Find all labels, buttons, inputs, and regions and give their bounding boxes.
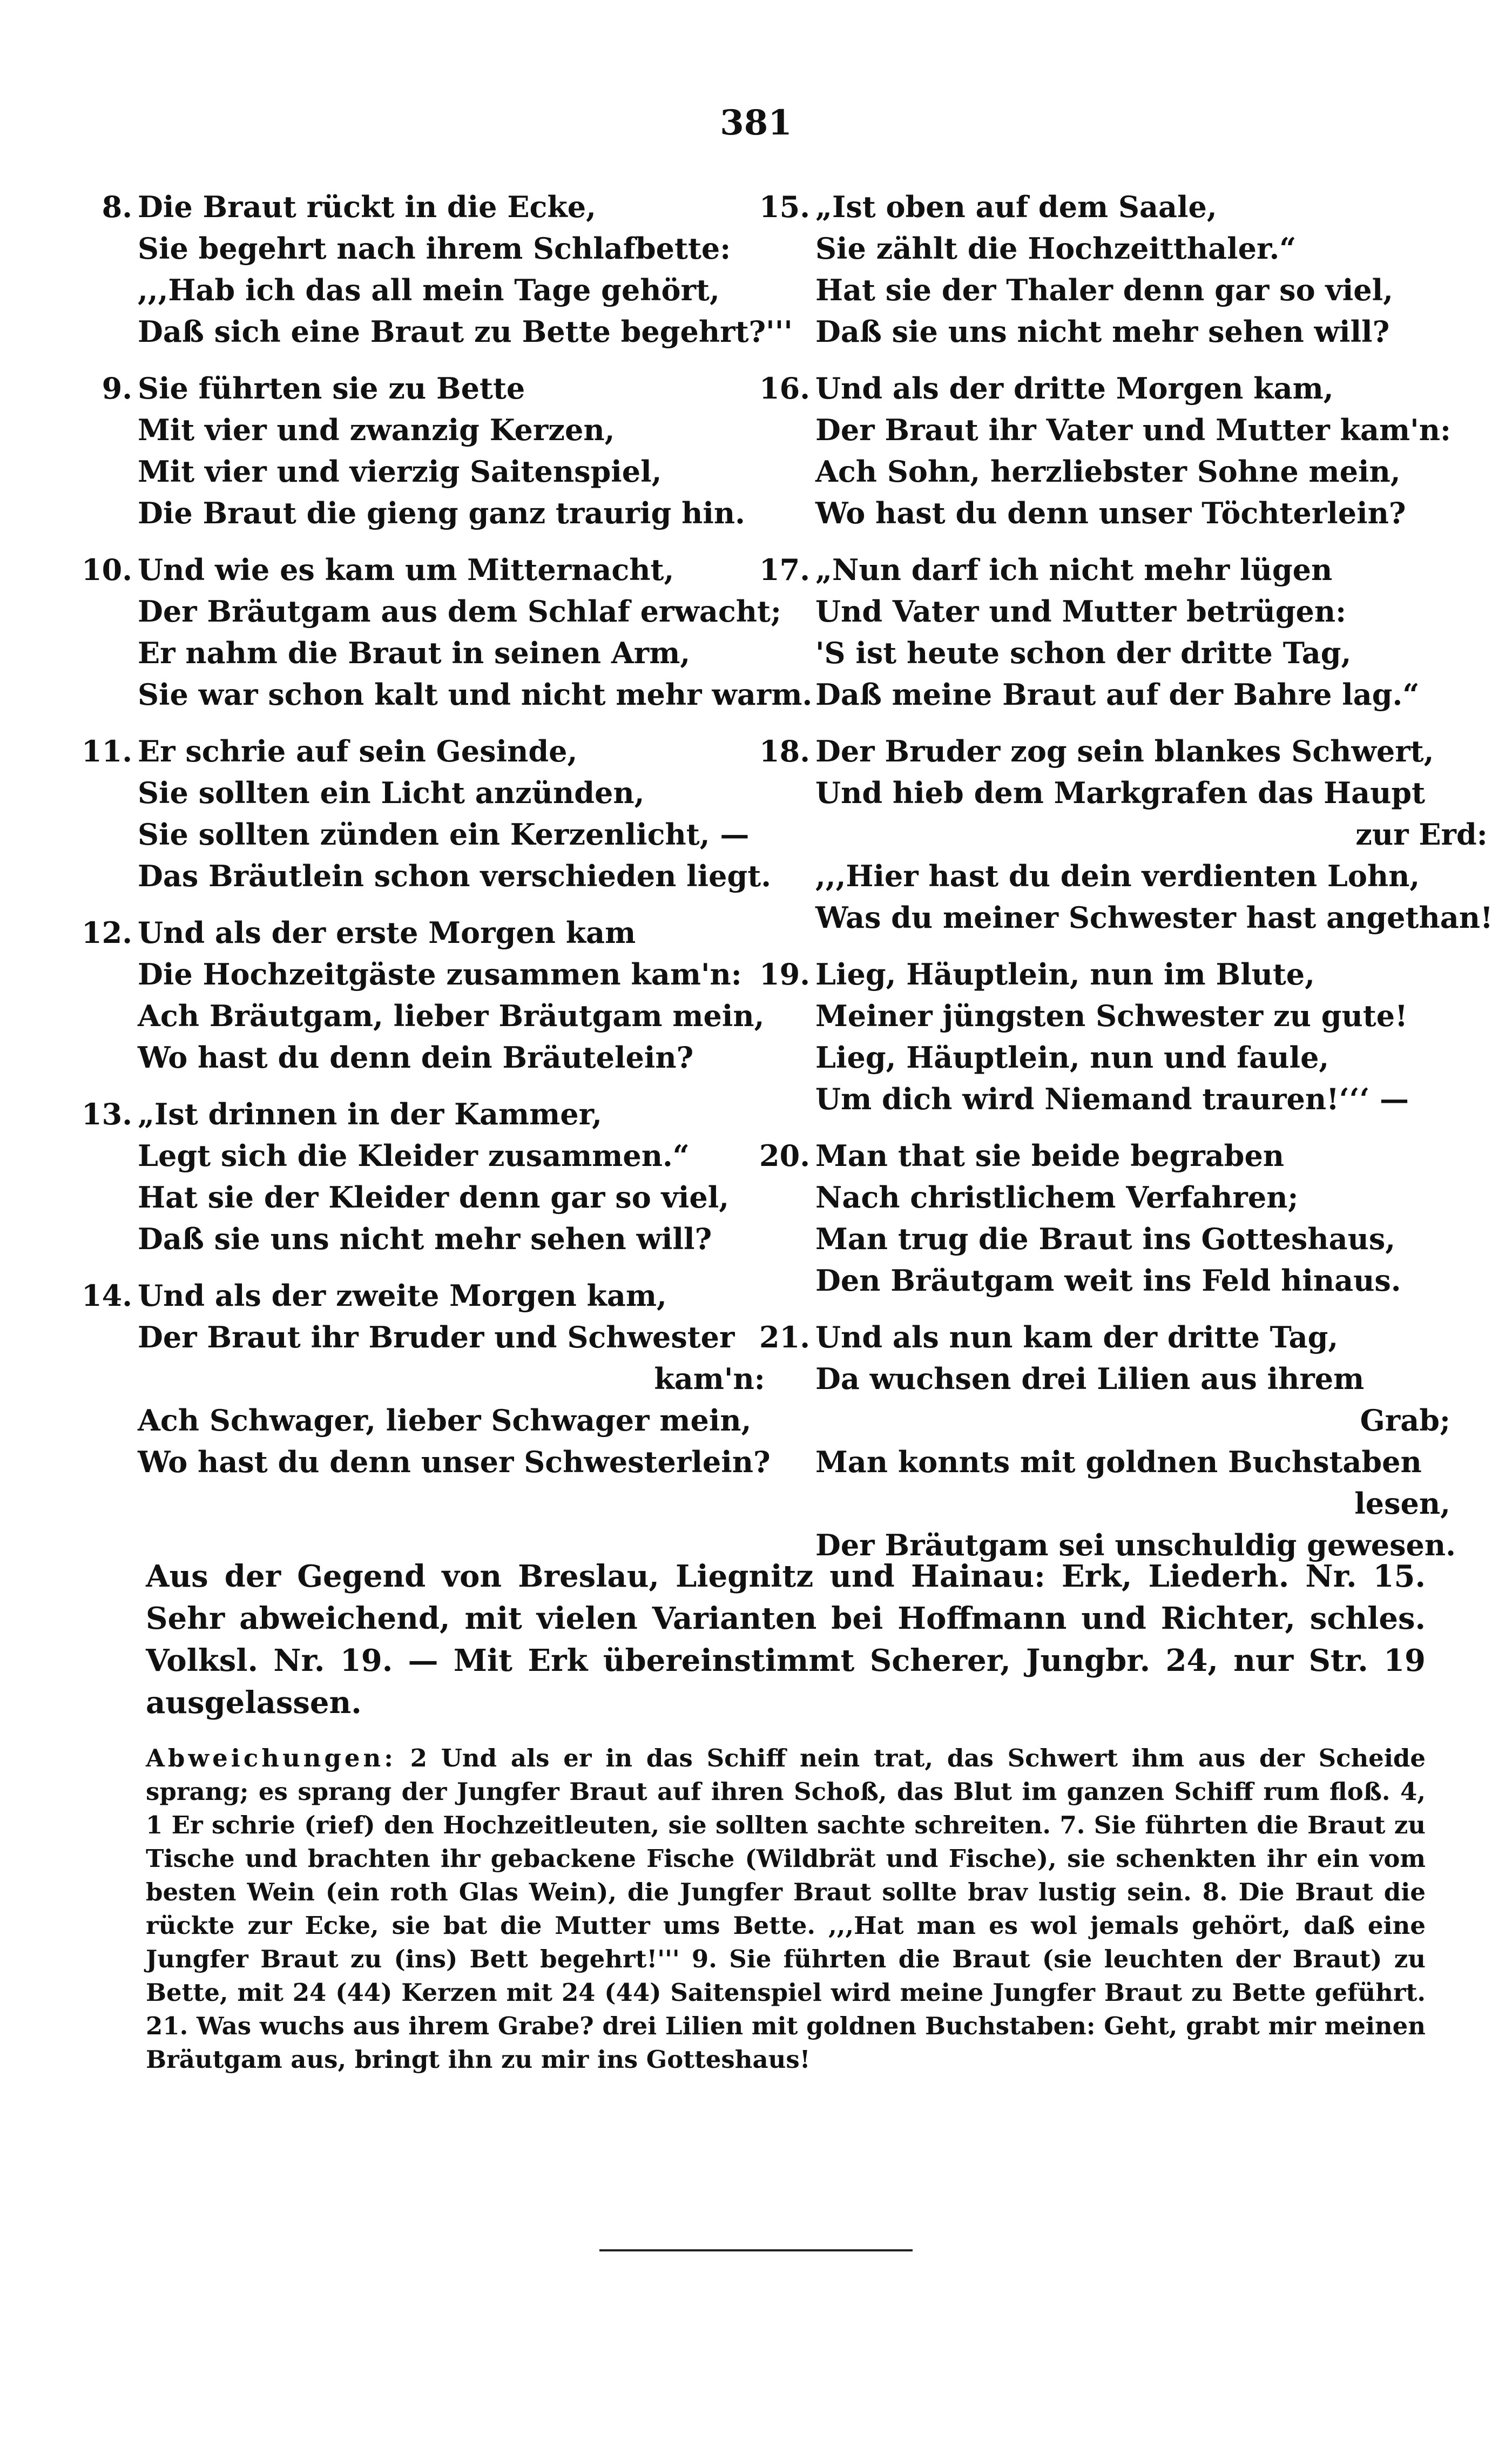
verse-line: Und als der erste Morgen kam <box>138 915 636 950</box>
stanza-number: 21. <box>759 1320 810 1354</box>
verse-line: lesen, <box>1354 1486 1450 1521</box>
verse-line: Hat sie der Thaler denn gar so viel, <box>815 273 1393 307</box>
verse-line: Man that sie beide begraben <box>815 1138 1285 1173</box>
verse-line: Ach Bräutgam, lieber Bräutgam mein, <box>138 999 765 1033</box>
stanza <box>759 368 1451 534</box>
stanza-number: 14. <box>82 1278 132 1313</box>
verse-line: Der Bräutgam aus dem Schlaf erwacht; <box>138 594 781 629</box>
verse-line: Daß sie uns nicht mehr sehen will? <box>138 1222 712 1256</box>
stanza-lines <box>815 186 1439 353</box>
verse-line: Wo hast du denn unser Schwesterlein? <box>138 1445 771 1479</box>
verse-line: kam'n: <box>654 1361 765 1396</box>
verse-line: Sie sollten zünden ein Kerzenlicht, — <box>138 817 750 852</box>
verse-line: „Ist drinnen in der Kammer, <box>138 1097 602 1131</box>
verse-line: Um dich wird Niemand trauren!‘‘‘ — <box>815 1082 1409 1116</box>
verse-line: Legt sich die Kleider zusammen.“ <box>138 1138 690 1173</box>
stanza-number: 9. <box>102 371 132 406</box>
verse-line: Meiner jüngsten Schwester zu gute! <box>815 999 1408 1033</box>
stanza-number: 15. <box>759 190 810 224</box>
variants-label: Abweichungen: <box>146 1744 396 1772</box>
stanza <box>759 186 1439 353</box>
verse-line: zur Erd: <box>1355 817 1488 852</box>
verse-line: Und als der zweite Morgen kam, <box>138 1278 667 1313</box>
end-rule <box>599 2249 913 2251</box>
stanza-number: 17. <box>759 552 810 587</box>
verse-line: Sie sollten ein Licht anzünden, <box>138 775 645 810</box>
verse-line: „Ist oben auf dem Saale, <box>815 190 1217 224</box>
verse-line: Und als der dritte Morgen kam, <box>815 371 1334 406</box>
verse-line: Und als nun kam der dritte Tag, <box>815 1320 1339 1354</box>
verse-line: Da wuchsen drei Lilien aus ihrem <box>815 1361 1365 1396</box>
stanza <box>759 731 1493 939</box>
stanza-lines <box>138 186 793 353</box>
stanza-number: 20. <box>759 1138 810 1173</box>
verse-line: Und hieb dem Markgrafen das Haupt <box>815 775 1426 810</box>
verse-line: Sie begehrt nach ihrem Schlafbette: <box>138 231 731 266</box>
verse-line: Man konnts mit goldnen Buchstaben <box>815 1445 1422 1479</box>
verse-line: Nach christlichem Verfahren; <box>815 1180 1299 1215</box>
verse-line: Lieg, Häuptlein, nun im Blute, <box>815 957 1315 992</box>
stanza-lines <box>138 549 812 716</box>
variants-note <box>146 1742 1426 2076</box>
verse-line: Und wie es kam um Mitternacht, <box>138 552 674 587</box>
stanza <box>81 731 772 897</box>
stanza-number: 18. <box>759 734 810 768</box>
verse-line: „Nun darf ich nicht mehr lügen <box>815 552 1333 587</box>
stanza-lines <box>815 1317 1456 1566</box>
stanza <box>759 549 1439 716</box>
stanza <box>759 1317 1456 1566</box>
verse-line: Daß sich eine Braut zu Bette begehrt?''' <box>138 314 793 349</box>
verse-line: Wo hast du denn unser Töchterlein? <box>815 496 1406 530</box>
verse-line: Er nahm die Braut in seinen Arm, <box>138 636 691 670</box>
verse-line: Der Bräutgam sei unschuldig gewesen. <box>815 1528 1456 1562</box>
verse-line: ,,,Hab ich das all mein Tage gehört, <box>138 273 720 307</box>
stanza-number: 19. <box>759 957 810 992</box>
stanza-number: 8. <box>102 190 132 224</box>
stanza-number: 12. <box>82 915 132 950</box>
verse-line: Wo hast du denn dein Bräutelein? <box>138 1040 694 1075</box>
verse-line: Ach Schwager, lieber Schwager mein, <box>138 1403 752 1438</box>
verse-line: Lieg, Häuptlein, nun und faule, <box>815 1040 1329 1075</box>
stanza-lines <box>138 1094 729 1260</box>
verse-line: Die Braut rückt in die Ecke, <box>138 190 596 224</box>
verse-line: Sie war schon kalt und nicht mehr warm. <box>138 677 813 712</box>
stanza-lines <box>138 731 771 897</box>
stanza-lines <box>815 549 1439 716</box>
verse-line: Daß sie uns nicht mehr sehen will? <box>815 314 1390 349</box>
verse-line: Das Bräutlein schon verschieden liegt. <box>138 859 772 893</box>
stanza <box>81 368 745 534</box>
verse-line: Ach Sohn, herzliebster Sohne mein, <box>815 454 1401 489</box>
verse-line: Und Vater und Mutter betrügen: <box>815 594 1347 629</box>
verse-line: Der Bruder zog sein blankes Schwert, <box>815 734 1434 768</box>
verse-line: Hat sie der Kleider denn gar so viel, <box>138 1180 730 1215</box>
right-column <box>759 186 1493 1581</box>
stanza <box>81 1094 729 1260</box>
stanza <box>81 912 765 1078</box>
stanza-number: 11. <box>82 734 132 768</box>
verse-line: ,,,Hier hast du dein verdienten Lohn, <box>815 859 1420 893</box>
verse-line: Mit vier und zwanzig Kerzen, <box>138 413 615 447</box>
verse-line: Der Braut ihr Vater und Mutter kam'n: <box>815 413 1451 447</box>
page-number: 381 <box>720 103 792 143</box>
verse-line: Daß meine Braut auf der Bahre lag.“ <box>815 677 1420 712</box>
stanza-lines <box>815 954 1439 1120</box>
variants-text: 2 Und als er in das Schiff nein trat, das Schwert ihm aus der Scheide sprang; es sprang der Jungfer Braut auf ihren Schoß, das Blut im ganzen Schiff rum floß. 4, 1 Er schrie (rief) den Hochzeitleuten, sie sollten sachte schreiten. 7. Sie führten die Braut zu Tische und brachten ihr gebackene Fische (Wildbrät und Fische), sie schenkten ihr ein vom besten Wein (ein roth Glas Wein), die Jungfer Braut sollte brav lustig sein. 8. Die Braut die rückte zur Ecke, sie bat die Mutter ums Bette. ,,,Hat man es wol jemals gehört, daß eine Jungfer Braut zu (ins) Bett begehrt!''' 9. Sie führten die Braut (sie leuchten der Braut) zu Bette, mit 24 (44) Kerzen mit 24 (44) Saitenspiel wird meine Jungfer Braut zu Bette geführt. 21. Was wuchs aus ihrem Grabe? drei Lilien mit goldnen Buchstaben: Geht, grabt mir meinen Bräutgam aus, bringt ihn zu mir ins Gotteshaus! <box>146 1744 1426 2074</box>
verse-line: Die Braut die gieng ganz traurig hin. <box>138 496 745 530</box>
source-note: Aus der Gegend von Breslau, Liegnitz und Hainau: Erk, Liederh. Nr. 15. Sehr abweichend, mit vielen Varianten bei Hoffmann und Richter, schles. Volksl. Nr. 19. — Mit Erk übereinstimmt Scherer, Jungbr. 24, nur Str. 19 ausgelassen. <box>146 1559 1426 1721</box>
stanza-lines <box>138 912 764 1078</box>
verse-line: Grab; <box>1360 1403 1450 1438</box>
stanza-lines <box>815 1135 1439 1301</box>
stanza-number: 16. <box>759 371 810 406</box>
verse-line: Sie zählt die Hochzeitthaler.“ <box>815 231 1297 266</box>
stanza-number: 10. <box>82 552 132 587</box>
stanza-lines <box>815 731 1493 939</box>
verse-line: Mit vier und vierzig Saitenspiel, <box>138 454 662 489</box>
stanza-lines <box>138 368 745 534</box>
verse-line: Die Hochzeitgäste zusammen kam'n: <box>138 957 742 992</box>
verse-line: Man trug die Braut ins Gotteshaus, <box>815 1222 1396 1256</box>
verse-line: 'S ist heute schon der dritte Tag, <box>815 636 1352 670</box>
verse-line: Der Braut ihr Bruder und Schwester <box>138 1320 735 1354</box>
verse-line: Den Bräutgam weit ins Feld hinaus. <box>815 1263 1401 1298</box>
verse-line: Sie führten sie zu Bette <box>138 371 525 406</box>
stanza-number: 13. <box>82 1097 132 1131</box>
stanza-lines <box>815 368 1451 534</box>
stanza <box>81 1275 771 1483</box>
verse-line: Er schrie auf sein Gesinde, <box>138 734 578 768</box>
verse-line: Was du meiner Schwester hast angethan! <box>815 900 1493 935</box>
stanza <box>759 954 1439 1120</box>
stanza <box>759 1135 1439 1301</box>
stanza-lines <box>138 1275 771 1483</box>
